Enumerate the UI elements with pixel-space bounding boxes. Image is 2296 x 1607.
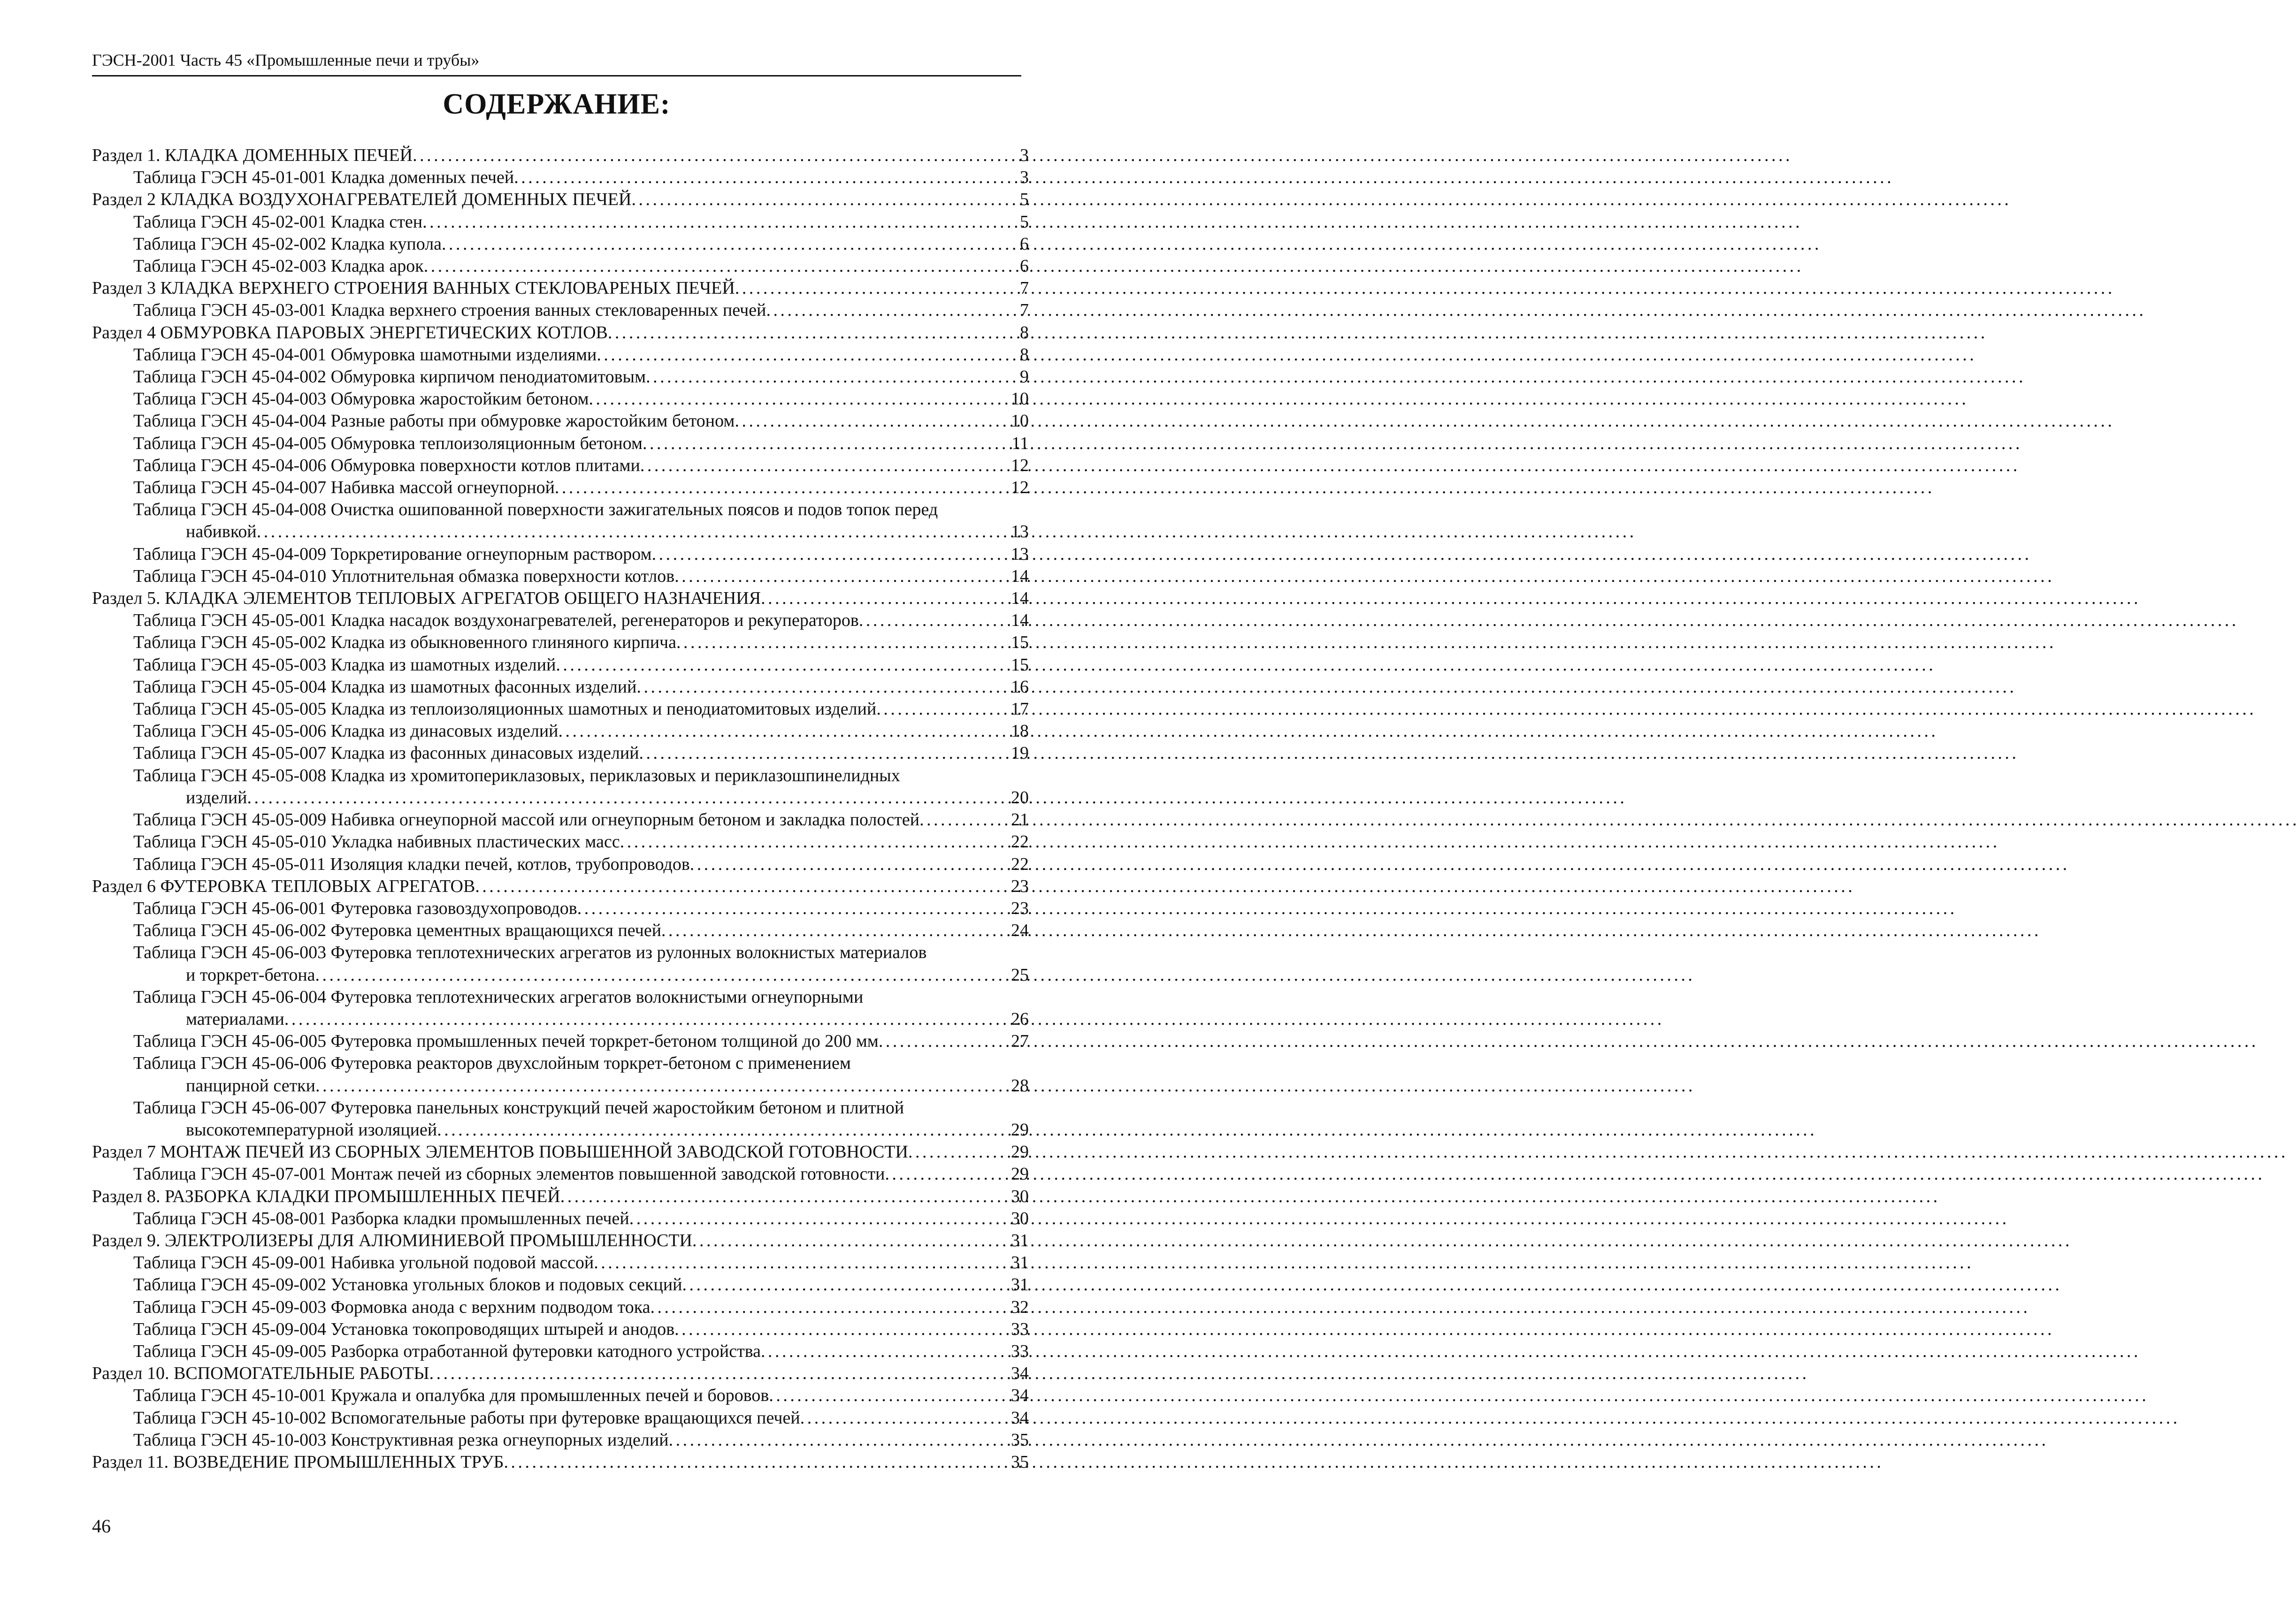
toc-page-number: 6 xyxy=(1020,234,1029,254)
toc-entry-title: Таблица ГЭСН 45-09-003 Формовка анода с верхним подводом тока xyxy=(133,1297,651,1317)
toc-entry-title: Таблица ГЭСН 45-06-005 Футеровка промышленных печей торкрет-бетоном толщиной до 200 мм xyxy=(133,1031,879,1051)
toc-entry-title: Таблица ГЭСН 45-04-010 Уплотнительная обмазка поверхности котлов xyxy=(133,566,675,586)
toc-page-number: 29 xyxy=(1011,1142,1029,1162)
toc-table-entry[interactable] xyxy=(92,1296,1029,1318)
toc-entry-title: Таблица ГЭСН 45-04-005 Обмуровка теплоизоляционным бетоном xyxy=(133,433,643,453)
dot-leader xyxy=(636,676,1009,698)
dot-leader xyxy=(651,1296,1009,1318)
toc-entry-title: Раздел 6 ФУТЕРОВКА ТЕПЛОВЫХ АГРЕГАТОВ xyxy=(92,876,475,896)
toc-entry-title: Таблица ГЭСН 45-05-001 Кладка насадок воздухонагревателей, регенераторов и рекуператоров xyxy=(133,610,859,631)
dot-leader xyxy=(643,433,1010,455)
toc-page-number: 23 xyxy=(1011,898,1029,918)
toc-table-entry[interactable] xyxy=(92,477,1029,499)
toc-entry-title: Таблица ГЭСН 45-04-002 Обмуровка кирпичом пенодиатомитовым xyxy=(133,367,646,387)
toc-table-entry[interactable] xyxy=(92,388,1029,410)
toc-page-number: 11 xyxy=(1011,433,1029,453)
dot-leader xyxy=(674,565,1009,587)
toc-page-number: 13 xyxy=(1011,522,1029,542)
toc-entry-title: Таблица ГЭСН 45-05-009 Набивка огнеупорной массой или огнеупорным бетоном и закладка полостей xyxy=(133,810,920,830)
toc-entry-title: Раздел 1. КЛАДКА ДОМЕННЫХ ПЕЧЕЙ xyxy=(92,145,413,165)
dot-leader xyxy=(597,344,1018,366)
toc-entry-title: Таблица ГЭСН 45-06-001 Футеровка газовоздухопроводов xyxy=(133,898,577,918)
dot-leader xyxy=(919,809,1009,831)
toc-section-entry[interactable] xyxy=(92,145,1029,167)
toc-entry-title: Таблица ГЭСН 45-02-001 Кладка стен xyxy=(133,212,423,232)
toc-table-entry[interactable] xyxy=(92,1163,1029,1185)
toc-entry-title: Таблица ГЭСН 45-09-002 Установка угольных блоков и подовых секций xyxy=(133,1275,682,1295)
toc-entry-title: Таблица ГЭСН 45-02-003 Кладка арок xyxy=(133,256,424,276)
dot-leader xyxy=(652,543,1009,565)
toc-section-entry[interactable] xyxy=(92,587,1029,609)
dot-leader xyxy=(413,145,1018,167)
toc-page-number: 22 xyxy=(1011,854,1029,874)
toc-page-number: 15 xyxy=(1011,655,1029,675)
toc-table-entry[interactable] xyxy=(92,632,1029,654)
dot-leader xyxy=(692,1230,1009,1252)
dot-leader xyxy=(676,632,1009,654)
toc-page-number: 8 xyxy=(1020,344,1029,365)
dot-leader xyxy=(504,1451,1009,1473)
toc-table-entry[interactable] xyxy=(92,964,1029,986)
toc-page-number: 35 xyxy=(1011,1452,1029,1472)
toc-table-entry[interactable] xyxy=(92,499,1029,521)
page-title: СОДЕРЖАНИЕ: xyxy=(443,88,671,120)
toc-entry-title: Таблица ГЭСН 45-06-006 Футеровка реакторов двухслойным торкрет-бетоном с применением xyxy=(133,1053,851,1074)
toc-entry-title: Таблица ГЭСН 45-09-001 Набивка угольной подовой массой xyxy=(133,1253,594,1273)
toc-section-entry[interactable] xyxy=(92,876,1029,898)
dot-leader xyxy=(761,587,1009,609)
toc-entry-title: Таблица ГЭСН 45-05-007 Кладка из фасонных динасовых изделий xyxy=(133,743,639,763)
toc-page-number: 13 xyxy=(1011,544,1029,564)
toc-entry-title: Раздел 8. РАЗБОРКА КЛАДКИ ПРОМЫШЛЕННЫХ ПЕЧЕЙ xyxy=(92,1186,560,1206)
toc-page-number: 30 xyxy=(1011,1186,1029,1206)
toc-page-number: 14 xyxy=(1011,566,1029,586)
dot-leader xyxy=(594,1252,1009,1274)
toc-page-number: 33 xyxy=(1011,1341,1029,1361)
toc-table-entry[interactable] xyxy=(92,344,1029,366)
dot-leader xyxy=(589,388,1009,410)
toc-page-number: 27 xyxy=(1011,1031,1029,1051)
toc-table-entry[interactable] xyxy=(92,986,1029,1008)
toc-table-entry[interactable] xyxy=(92,1407,1029,1429)
toc-page-number: 10 xyxy=(1011,411,1029,431)
dot-leader xyxy=(669,1429,1009,1451)
toc-page-number: 17 xyxy=(1011,699,1029,719)
toc-entry-title: Таблица ГЭСН 45-04-009 Торкретирование огнеупорным раствором xyxy=(133,544,652,564)
toc-entry-title: Таблица ГЭСН 45-09-005 Разборка отработанной футеровки катодного устройства xyxy=(133,1341,761,1361)
toc-entry-title: набивкой xyxy=(186,522,257,542)
dot-leader xyxy=(620,831,1009,853)
toc-page-number: 14 xyxy=(1011,588,1029,609)
toc-page-number: 26 xyxy=(1011,1009,1029,1029)
dot-leader xyxy=(247,787,1010,809)
toc-entry-title: Таблица ГЭСН 45-10-002 Вспомогательные работы при футеровке вращающихся печей xyxy=(133,1408,800,1428)
toc-table-entry[interactable] xyxy=(92,167,1029,189)
toc-table-entry[interactable] xyxy=(92,1274,1029,1296)
toc-table-entry[interactable] xyxy=(92,765,1029,787)
toc-section-entry[interactable] xyxy=(92,189,1029,211)
toc-table-entry[interactable] xyxy=(92,543,1029,565)
toc-page-number: 7 xyxy=(1020,300,1029,320)
dot-leader xyxy=(577,898,1009,920)
toc-entry-title: и торкрет-бетона xyxy=(186,965,315,985)
toc-entry-title: панцирной сетки xyxy=(186,1075,315,1096)
toc-page-number: 33 xyxy=(1011,1319,1029,1339)
toc-entry-title: Таблица ГЭСН 45-05-006 Кладка из динасовых изделий xyxy=(133,721,559,741)
toc-table-entry[interactable] xyxy=(92,433,1029,455)
dot-leader xyxy=(284,1008,1009,1030)
toc-entry-title: Таблица ГЭСН 45-10-001 Кружала и опалубка для промышленных печей и боровов xyxy=(133,1386,769,1406)
toc-table-entry[interactable] xyxy=(92,366,1029,388)
toc-page-number: 30 xyxy=(1011,1208,1029,1228)
toc-entry-title: Раздел 10. ВСПОМОГАТЕЛЬНЫЕ РАБОТЫ xyxy=(92,1363,429,1384)
toc-section-entry[interactable] xyxy=(92,1186,1029,1208)
toc-entry-title: Таблица ГЭСН 45-04-006 Обмуровка поверхности котлов плитами xyxy=(133,455,640,475)
toc-section-entry[interactable] xyxy=(92,1230,1029,1252)
dot-leader xyxy=(559,720,1010,742)
toc-table-entry[interactable] xyxy=(92,299,1029,321)
toc-table-entry[interactable] xyxy=(92,255,1029,277)
toc-entry-title: Раздел 4 ОБМУРОВКА ПАРОВЫХ ЭНЕРГЕТИЧЕСКИХ КОТЛОВ xyxy=(92,322,608,343)
toc-page-number: 18 xyxy=(1011,721,1029,741)
toc-table-entry[interactable] xyxy=(92,211,1029,233)
dot-leader xyxy=(735,410,1009,432)
toc-page-number: 34 xyxy=(1011,1363,1029,1384)
toc-entry-title: Раздел 11. ВОЗВЕДЕНИЕ ПРОМЫШЛЕННЫХ ТРУБ xyxy=(92,1452,504,1472)
dot-leader xyxy=(555,477,1009,499)
toc-table-entry[interactable] xyxy=(92,898,1029,920)
toc-page-number: 24 xyxy=(1011,921,1029,941)
toc-entry-title: Таблица ГЭСН 45-05-008 Кладка из хромитопериклазовых, периклазовых и периклазошпинелидных xyxy=(133,765,900,785)
table-of-contents xyxy=(92,145,1029,1473)
toc-entry-title: Таблица ГЭСН 45-05-010 Укладка набивных пластических масс xyxy=(133,832,620,852)
toc-page-number: 6 xyxy=(1020,256,1029,276)
toc-page-number: 12 xyxy=(1011,478,1029,498)
toc-table-entry[interactable] xyxy=(92,787,1029,809)
toc-page-number: 21 xyxy=(1011,810,1029,830)
toc-entry-title: Таблица ГЭСН 45-07-001 Монтаж печей из сборных элементов повышенной заводской готовности xyxy=(133,1164,885,1184)
toc-table-entry[interactable] xyxy=(92,1052,1029,1074)
toc-page-number: 14 xyxy=(1011,610,1029,631)
toc-table-entry[interactable] xyxy=(92,1318,1029,1340)
toc-entry-title: Таблица ГЭСН 45-06-003 Футеровка теплотехнических агрегатов из рулонных волокнистых материалов xyxy=(133,943,927,963)
toc-entry-title: Таблица ГЭСН 45-03-001 Кладка верхнего строения ванных стекловаренных печей xyxy=(133,300,766,320)
dot-leader xyxy=(429,1363,1009,1385)
toc-page-number: 29 xyxy=(1011,1164,1029,1184)
toc-entry-title: Таблица ГЭСН 45-01-001 Кладка доменных печей xyxy=(133,168,514,188)
dot-leader xyxy=(631,189,1018,211)
dot-leader xyxy=(646,366,1018,388)
dot-leader xyxy=(315,1075,1009,1097)
dot-leader xyxy=(879,1030,1009,1052)
toc-page-number: 20 xyxy=(1011,787,1029,807)
toc-page-number: 23 xyxy=(1011,876,1029,896)
toc-entry-title: Раздел 7 МОНТАЖ ПЕЧЕЙ ИЗ СБОРНЫХ ЭЛЕМЕНТОВ ПОВЫШЕННОЙ ЗАВОДСКОЙ ГОТОВНОСТИ xyxy=(92,1142,909,1162)
toc-entry-title: изделий xyxy=(186,787,247,807)
toc-table-entry[interactable] xyxy=(92,455,1029,477)
toc-page-number: 34 xyxy=(1011,1386,1029,1406)
toc-page-number: 3 xyxy=(1020,168,1029,188)
dot-leader xyxy=(639,742,1009,764)
dot-leader xyxy=(661,920,1009,942)
toc-table-entry[interactable] xyxy=(92,565,1029,587)
dot-leader xyxy=(422,211,1018,233)
toc-entry-title: Таблица ГЭСН 45-10-003 Конструктивная резка огнеупорных изделий xyxy=(133,1430,669,1450)
toc-section-entry[interactable] xyxy=(92,1363,1029,1385)
toc-page-number: 34 xyxy=(1011,1408,1029,1428)
toc-page-number: 31 xyxy=(1011,1275,1029,1295)
toc-entry-title: Раздел 3 КЛАДКА ВЕРХНЕГО СТРОЕНИЯ ВАННЫХ СТЕКЛОВАРЕНЫХ ПЕЧЕЙ xyxy=(92,278,735,298)
toc-table-entry[interactable] xyxy=(92,654,1029,676)
dot-leader xyxy=(735,277,1018,299)
toc-table-entry[interactable] xyxy=(92,1075,1029,1097)
dot-leader xyxy=(682,1274,1009,1296)
toc-entry-title: высокотемпературной изоляцией xyxy=(186,1120,437,1140)
toc-table-entry[interactable] xyxy=(92,1385,1029,1407)
toc-table-entry[interactable] xyxy=(92,1429,1029,1451)
toc-entry-title: Таблица ГЭСН 45-04-007 Набивка массой огнеупорной xyxy=(133,478,555,498)
toc-table-entry[interactable] xyxy=(92,1208,1029,1230)
dot-leader xyxy=(442,233,1018,255)
toc-table-entry[interactable] xyxy=(92,698,1029,720)
toc-entry-title: Таблица ГЭСН 45-05-002 Кладка из обыкновенного глиняного кирпича xyxy=(133,632,677,653)
toc-entry-title: Таблица ГЭСН 45-05-003 Кладка из шамотных изделий xyxy=(133,655,556,675)
toc-table-entry[interactable] xyxy=(92,720,1029,742)
toc-page-number: 28 xyxy=(1011,1075,1029,1096)
toc-table-entry[interactable] xyxy=(92,942,1029,964)
toc-table-entry[interactable] xyxy=(92,609,1029,632)
toc-table-entry[interactable] xyxy=(92,676,1029,698)
toc-table-entry[interactable] xyxy=(92,410,1029,432)
toc-table-entry[interactable] xyxy=(92,1252,1029,1274)
dot-leader xyxy=(761,1340,1009,1363)
dot-leader xyxy=(315,964,1009,986)
toc-section-entry[interactable] xyxy=(92,1141,1029,1163)
toc-table-entry[interactable] xyxy=(92,831,1029,853)
toc-section-entry[interactable] xyxy=(92,1451,1029,1473)
toc-page-number: 19 xyxy=(1011,743,1029,763)
dot-leader xyxy=(885,1163,1010,1185)
dot-leader xyxy=(690,853,1009,876)
toc-section-entry[interactable] xyxy=(92,322,1029,344)
dot-leader xyxy=(629,1208,1009,1230)
toc-table-entry[interactable] xyxy=(92,920,1029,942)
dot-leader xyxy=(560,1186,1009,1208)
toc-page-number: 31 xyxy=(1011,1253,1029,1273)
toc-page-number: 7 xyxy=(1020,278,1029,298)
toc-entry-title: Таблица ГЭСН 45-08-001 Разборка кладки промышленных печей xyxy=(133,1208,629,1228)
toc-page-number: 31 xyxy=(1011,1230,1029,1250)
dot-leader xyxy=(876,698,1009,720)
toc-table-entry[interactable] xyxy=(92,521,1029,543)
toc-entry-title: Таблица ГЭСН 45-02-002 Кладка купола xyxy=(133,234,442,254)
toc-page-number: 5 xyxy=(1020,212,1029,232)
toc-page-number: 9 xyxy=(1020,367,1029,387)
dot-leader xyxy=(769,1385,1009,1407)
dot-leader xyxy=(859,609,1009,632)
page-number: 46 xyxy=(92,1516,111,1537)
toc-entry-title: Таблица ГЭСН 45-05-004 Кладка из шамотных фасонных изделий xyxy=(133,677,637,697)
dot-leader xyxy=(608,322,1018,344)
toc-entry-title: Раздел 5. КЛАДКА ЭЛЕМЕНТОВ ТЕПЛОВЫХ АГРЕГАТОВ ОБЩЕГО НАЗНАЧЕНИЯ xyxy=(92,588,761,609)
toc-entry-title: Таблица ГЭСН 45-06-004 Футеровка теплотехнических агрегатов волокнистыми огнеупорными xyxy=(133,987,864,1007)
dot-leader xyxy=(514,167,1018,189)
toc-table-entry[interactable] xyxy=(92,1008,1029,1030)
toc-table-entry[interactable] xyxy=(92,1097,1029,1119)
toc-entry-title: Таблица ГЭСН 45-05-011 Изоляция кладки печей, котлов, трубопроводов xyxy=(133,854,690,874)
toc-entry-title: Раздел 2 КЛАДКА ВОЗДУХОНАГРЕВАТЕЛЕЙ ДОМЕННЫХ ПЕЧЕЙ xyxy=(92,190,632,210)
dot-leader xyxy=(475,876,1009,898)
dot-leader xyxy=(766,299,1018,321)
dot-leader xyxy=(257,521,1009,543)
toc-page-number: 5 xyxy=(1020,190,1029,210)
dot-leader xyxy=(424,255,1018,277)
toc-page-number: 16 xyxy=(1011,677,1029,697)
toc-entry-title: Таблица ГЭСН 45-05-005 Кладка из теплоизоляционных шамотных и пенодиатомитовых изделий xyxy=(133,699,877,719)
dot-leader xyxy=(556,654,1009,676)
toc-entry-title: Таблица ГЭСН 45-06-007 Футеровка панельных конструкций печей жаростойким бетоном и плитной xyxy=(133,1097,904,1118)
toc-page-number: 29 xyxy=(1011,1120,1029,1140)
toc-entry-title: Таблица ГЭСН 45-06-002 Футеровка цементных вращающихся печей xyxy=(133,921,662,941)
toc-page-number: 25 xyxy=(1011,965,1029,985)
dot-leader xyxy=(674,1318,1009,1340)
toc-entry-title: Таблица ГЭСН 45-04-008 Очистка ошипованной поверхности зажигательных поясов и подов топок перед xyxy=(133,500,938,520)
toc-entry-title: материалами xyxy=(186,1009,284,1029)
toc-page-number: 35 xyxy=(1011,1430,1029,1450)
toc-page-number: 10 xyxy=(1011,389,1029,409)
running-header: ГЭСН-2001 Часть 45 «Промышленные печи и трубы» xyxy=(92,51,480,69)
toc-table-entry[interactable] xyxy=(92,1030,1029,1052)
toc-table-entry[interactable] xyxy=(92,233,1029,255)
toc-table-entry[interactable] xyxy=(92,809,1029,831)
toc-table-entry[interactable] xyxy=(92,1119,1029,1141)
toc-table-entry[interactable] xyxy=(92,853,1029,876)
dot-leader xyxy=(437,1119,1009,1141)
toc-page-number: 22 xyxy=(1011,832,1029,852)
dot-leader xyxy=(800,1407,1009,1429)
toc-entry-title: Таблица ГЭСН 45-04-001 Обмуровка шамотными изделиями xyxy=(133,344,597,365)
toc-page-number: 12 xyxy=(1011,455,1029,475)
toc-page-number: 32 xyxy=(1011,1297,1029,1317)
header-rule xyxy=(92,75,1021,76)
toc-section-entry[interactable] xyxy=(92,277,1029,299)
toc-table-entry[interactable] xyxy=(92,1340,1029,1363)
toc-page-number: 8 xyxy=(1020,322,1029,343)
toc-entry-title: Таблица ГЭСН 45-04-003 Обмуровка жаростойким бетоном xyxy=(133,389,589,409)
toc-entry-title: Таблица ГЭСН 45-04-004 Разные работы при обмуровке жаростойким бетоном xyxy=(133,411,735,431)
dot-leader xyxy=(908,1141,1009,1163)
toc-entry-title: Раздел 9. ЭЛЕКТРОЛИЗЕРЫ ДЛЯ АЛЮМИНИЕВОЙ ПРОМЫШЛЕННОСТИ xyxy=(92,1230,692,1250)
dot-leader xyxy=(640,455,1009,477)
toc-table-entry[interactable] xyxy=(92,742,1029,764)
toc-page-number: 3 xyxy=(1020,145,1029,165)
toc-entry-title: Таблица ГЭСН 45-09-004 Установка токопроводящих штырей и анодов xyxy=(133,1319,675,1339)
toc-page-number: 15 xyxy=(1011,632,1029,653)
